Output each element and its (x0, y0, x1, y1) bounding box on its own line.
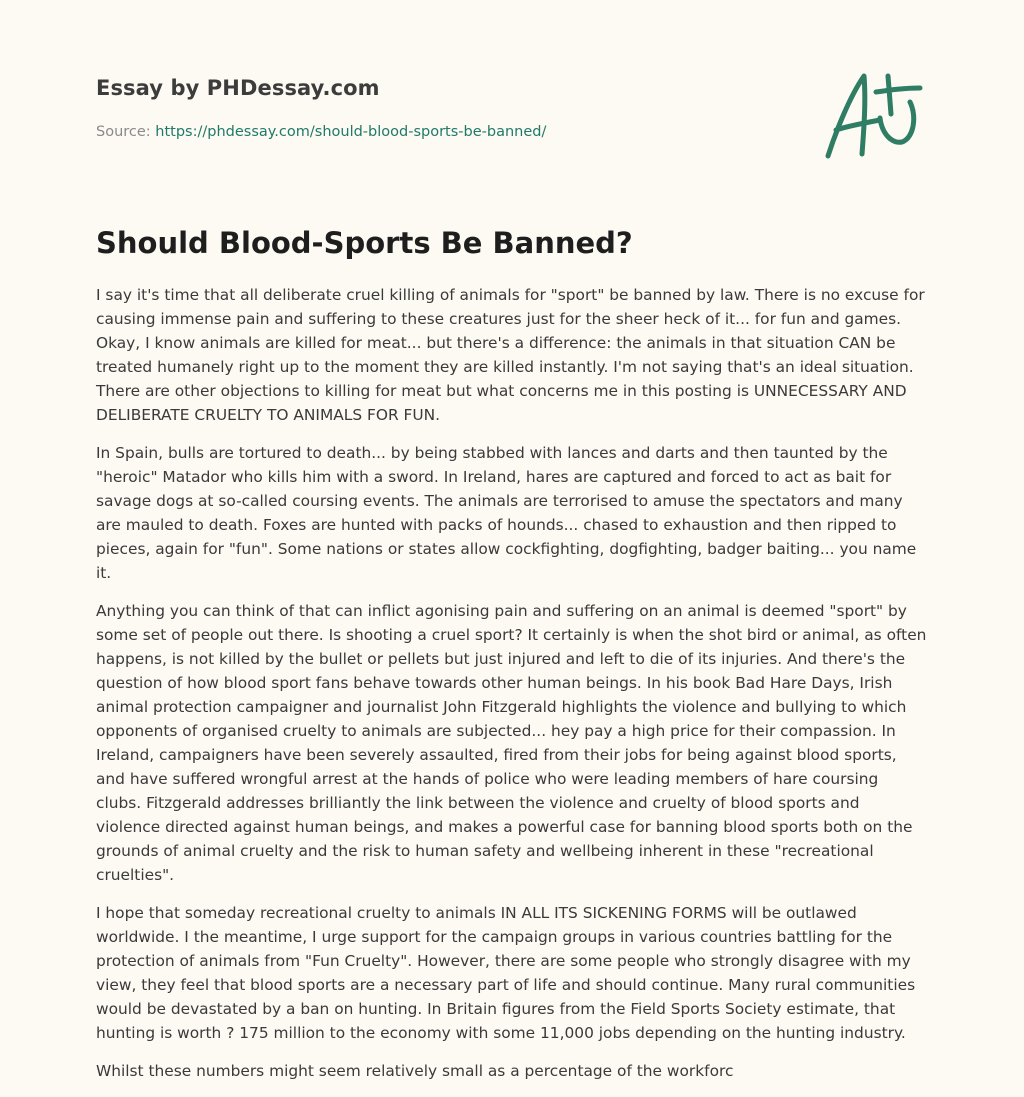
paragraph: I hope that someday recreational cruelty to animals IN ALL ITS SICKENING FORMS will be outlawed worldwide. I the meantime, I urge support for the campaign groups in various countries battling for the protection of animals from "Fun Cruelty". However, there are some people who strongly disagree with my view, they feel that blood sports are a necessary part of life and should continue. Many rural communities would be devastated by a ban on hunting. In Britain figures from the Field Sports Society estimate, that hunting is worth ? 175 million to the economy with some 11,000 jobs depending on the hunting industry. (96, 904, 916, 1042)
site-brand: Essay by PHDessay.com (96, 76, 380, 100)
source-label: Source: (96, 124, 151, 140)
paragraph: Whilst these numbers might seem relatively small as a percentage of the workforc (96, 1062, 734, 1080)
paragraph: In Spain, bulls are tortured to death... by being stabbed with lances and darts and then taunted by the "heroic" Matador who kills him with a sword. In Ireland, hares are captured and forced to act as bait for savage dogs at so-called coursing events. The animals are terrorised to amuse the spectators and many are mauled to death. Foxes are hunted with packs of hounds... chased to exhaustion and then ripped to pieces, again for "fun". Some nations or states allow cockfighting, dogfighting, badger baiting... you name it. (96, 444, 917, 582)
paragraph: I say it's time that all deliberate cruel killing of animals for "sport" be banned by law. There is no excuse for causing immense pain and suffering to these creatures just for the sheer heck of it... for fun and games. Okay, I know animals are killed for meat... but there's a difference: the animals in that situation CAN be treated humanely right up to the moment they are killed instantly. I'm not saying that's an ideal situation. There are other objections to killing for meat but what concerns me in this posting is UNNECESSARY AND DELIBERATE CRUELTY TO ANIMALS FOR FUN. (96, 286, 925, 424)
a-plus-grade-icon (818, 66, 928, 166)
essay-body (96, 283, 928, 1097)
source-link[interactable]: https://phdessay.com/should-blood-sports-be-banned/ (155, 124, 547, 140)
source-line (96, 124, 546, 140)
essay-title: Should Blood-Sports Be Banned? (96, 226, 633, 260)
paragraph: Anything you can think of that can inflict agonising pain and suffering on an animal is deemed "sport" by some set of people out there. Is shooting a cruel sport? It certainly is when the shot bird or animal, as often happens, is not killed by the bullet or pellets but just injured and left to die of its injuries. And there's the question of how blood sport fans behave towards other human beings. In his book Bad Hare Days, Irish animal protection campaigner and journalist John Fitzgerald highlights the violence and bullying to which opponents of organised cruelty to animals are subjected... hey pay a high price for their compassion. In Ireland, campaigners have been severely assaulted, fired from their jobs for being against blood sports, and have suffered wrongful arrest at the hands of police who were leading members of hare coursing clubs. Fitzgerald addresses brilliantly the link between the violence and cruelty of blood sports and violence directed against human beings, and makes a powerful case for banning blood sports both on the grounds of animal cruelty and the risk to human safety and wellbeing inherent in these "recreational cruelties". (96, 602, 927, 884)
